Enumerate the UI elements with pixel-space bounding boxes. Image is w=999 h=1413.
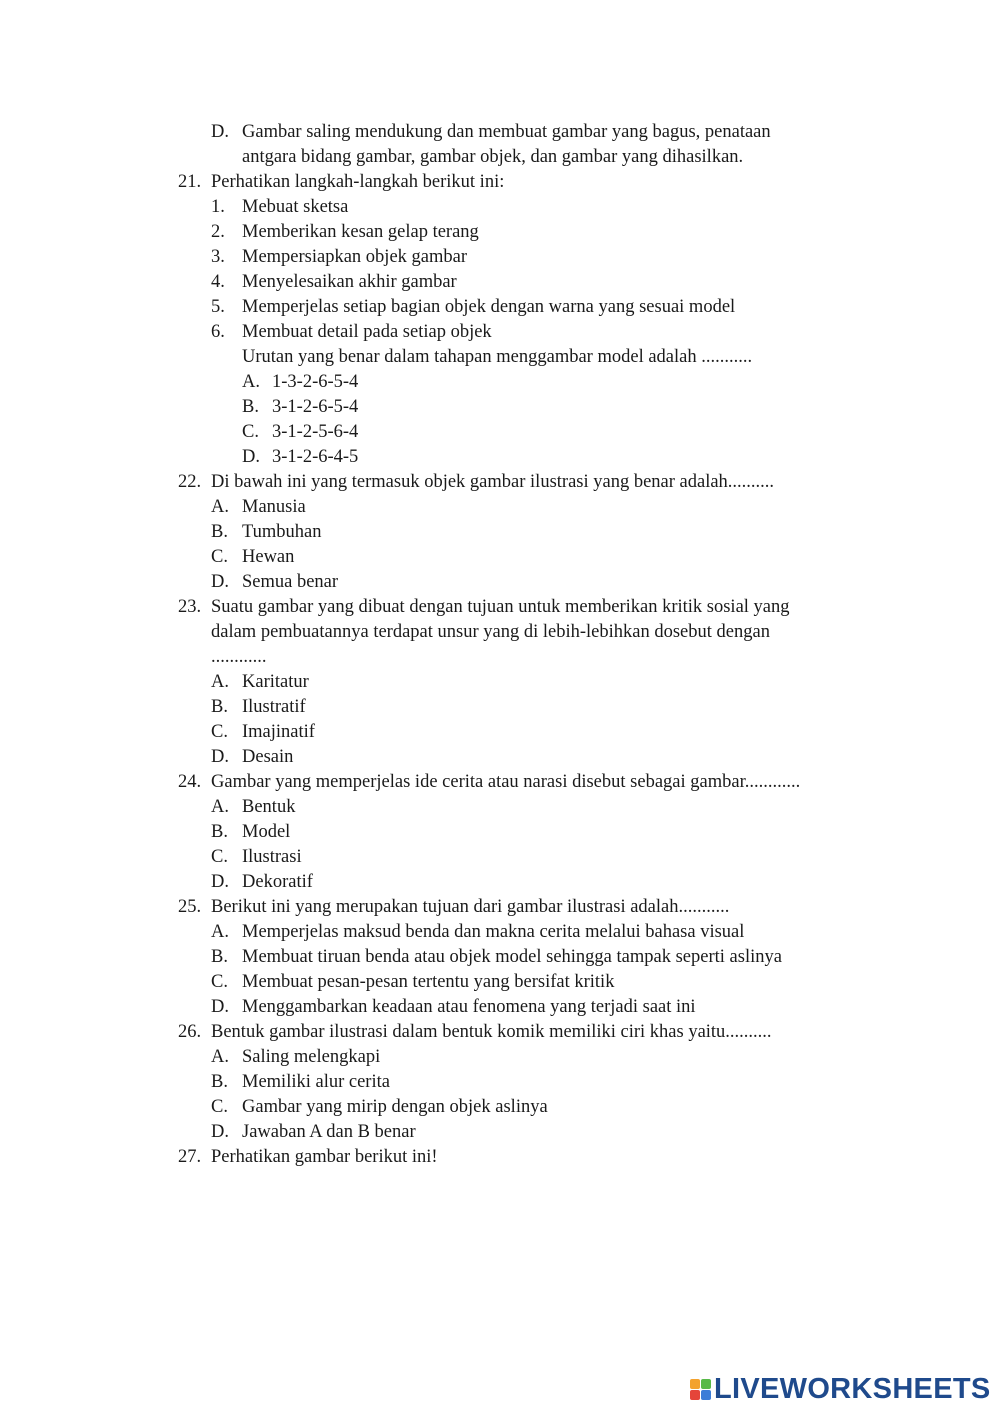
question-text: Berikut ini yang merupakan tujuan dari gambar ilustrasi adalah........... — [211, 897, 730, 917]
option-text: Memiliki alur cerita — [242, 1072, 390, 1092]
option-label: A. — [211, 497, 229, 517]
option-text: Karitatur — [242, 672, 309, 692]
q21-option-a[interactable] — [0, 370, 999, 395]
option-text: Desain — [242, 747, 294, 767]
option-text: Saling melengkapi — [242, 1047, 381, 1067]
q21-option-b[interactable] — [0, 395, 999, 420]
step-text: Menyelesaikan akhir gambar — [242, 272, 457, 292]
option-label: D. — [211, 572, 229, 592]
option-label: D. — [211, 747, 229, 767]
q20-option-d-continued — [0, 145, 999, 170]
q21-option-d[interactable] — [0, 445, 999, 470]
question-text: Perhatikan gambar berikut ini! — [211, 1147, 438, 1167]
question-23-continued — [0, 620, 999, 645]
question-number: 21. — [178, 172, 202, 192]
option-label: C. — [211, 722, 228, 742]
option-label: B. — [211, 697, 228, 717]
option-text: Manusia — [242, 497, 306, 517]
option-text: Dekoratif — [242, 872, 313, 892]
question-21 — [0, 170, 999, 195]
q23-option-b[interactable] — [0, 695, 999, 720]
question-26 — [0, 1020, 999, 1045]
option-text: Imajinatif — [242, 722, 315, 742]
question-number: 26. — [178, 1022, 202, 1042]
q21-option-c[interactable] — [0, 420, 999, 445]
question-number: 22. — [178, 472, 202, 492]
step-text: Membuat detail pada setiap objek — [242, 322, 492, 342]
option-label: B. — [211, 522, 228, 542]
option-text: Menggambarkan keadaan atau fenomena yang terjadi saat ini — [242, 997, 696, 1017]
option-text: Semua benar — [242, 572, 339, 592]
option-text: 3-1-2-6-4-5 — [272, 447, 359, 467]
option-text: Memperjelas maksud benda dan makna cerita melalui bahasa visual — [242, 922, 745, 942]
question-text-continued: ............ — [211, 647, 267, 667]
question-text: Bentuk gambar ilustrasi dalam bentuk komik memiliki ciri khas yaitu.......... — [211, 1022, 772, 1042]
option-label: A. — [242, 372, 260, 392]
question-text-continued: dalam pembuatannya terdapat unsur yang di lebih-lebihkan dosebut dengan — [211, 622, 770, 642]
option-text: Bentuk — [242, 797, 296, 817]
q21-step — [0, 295, 999, 320]
option-label: C. — [211, 1097, 228, 1117]
question-number: 24. — [178, 772, 202, 792]
step-text: Mebuat sketsa — [242, 197, 349, 217]
option-label: D. — [242, 447, 260, 467]
option-label: A. — [211, 797, 229, 817]
option-text: Jawaban A dan B benar — [242, 1122, 416, 1142]
step-number: 6. — [211, 322, 225, 342]
option-text: Gambar yang mirip dengan objek aslinya — [242, 1097, 548, 1117]
step-number: 3. — [211, 247, 225, 267]
option-label: B. — [242, 397, 259, 417]
option-label: B. — [211, 947, 228, 967]
logo-square — [701, 1390, 711, 1400]
option-label: A. — [211, 922, 229, 942]
option-label: D. — [211, 122, 229, 142]
option-label: B. — [211, 1072, 228, 1092]
q23-option-d[interactable] — [0, 745, 999, 770]
worksheet-page — [0, 120, 999, 1170]
q24-option-b[interactable] — [0, 820, 999, 845]
q21-step — [0, 195, 999, 220]
q22-option-a[interactable] — [0, 495, 999, 520]
q23-option-c[interactable] — [0, 720, 999, 745]
option-label: C. — [211, 847, 228, 867]
option-text: Gambar saling mendukung dan membuat gambar yang bagus, penataan — [242, 122, 771, 142]
logo-square — [690, 1379, 700, 1389]
option-text: Ilustrasi — [242, 847, 302, 867]
question-text: Perhatikan langkah-langkah berikut ini: — [211, 172, 505, 192]
option-text: Membuat tiruan benda atau objek model sehingga tampak seperti aslinya — [242, 947, 782, 967]
logo-squares-icon — [690, 1379, 711, 1400]
q22-option-c[interactable] — [0, 545, 999, 570]
q22-option-b[interactable] — [0, 520, 999, 545]
question-number: 27. — [178, 1147, 202, 1167]
option-label: A. — [211, 672, 229, 692]
question-23 — [0, 595, 999, 620]
option-text: Ilustratif — [242, 697, 306, 717]
step-text: Memperjelas setiap bagian objek dengan warna yang sesuai model — [242, 297, 736, 317]
q21-step — [0, 270, 999, 295]
q21-step — [0, 320, 999, 345]
q22-option-d[interactable] — [0, 570, 999, 595]
question-number: 23. — [178, 597, 202, 617]
question-22 — [0, 470, 999, 495]
step-number: 2. — [211, 222, 225, 242]
step-number: 4. — [211, 272, 225, 292]
q26-option-d[interactable] — [0, 1120, 999, 1145]
q21-step — [0, 220, 999, 245]
q25-option-d[interactable] — [0, 995, 999, 1020]
q21-step — [0, 245, 999, 270]
q26-option-c[interactable] — [0, 1095, 999, 1120]
option-text: Hewan — [242, 547, 295, 567]
logo-square — [690, 1390, 700, 1400]
option-text: Tumbuhan — [242, 522, 322, 542]
logo-square — [701, 1379, 711, 1389]
option-text-continued: antgara bidang gambar, gambar objek, dan gambar yang dihasilkan. — [242, 147, 744, 167]
option-label: C. — [242, 422, 259, 442]
option-text: 3-1-2-5-6-4 — [272, 422, 359, 442]
liveworksheets-logo[interactable] — [690, 1372, 991, 1406]
question-number: 25. — [178, 897, 202, 917]
q20-option-d — [0, 120, 999, 145]
q25-option-c[interactable] — [0, 970, 999, 995]
q26-option-b[interactable] — [0, 1070, 999, 1095]
q26-option-a[interactable] — [0, 1045, 999, 1070]
question-25 — [0, 895, 999, 920]
question-text: Suatu gambar yang dibuat dengan tujuan untuk memberikan kritik sosial yang — [211, 597, 790, 617]
option-text: 1-3-2-6-5-4 — [272, 372, 359, 392]
q25-option-b[interactable] — [0, 945, 999, 970]
question-text: Gambar yang memperjelas ide cerita atau narasi disebut sebagai gambar............ — [211, 772, 801, 792]
option-label: D. — [211, 1122, 229, 1142]
option-label: C. — [211, 547, 228, 567]
option-label: C. — [211, 972, 228, 992]
step-text: Memberikan kesan gelap terang — [242, 222, 479, 242]
question-text: Di bawah ini yang termasuk objek gambar ilustrasi yang benar adalah.......... — [211, 472, 775, 492]
question-23-continued — [0, 645, 999, 670]
option-text: 3-1-2-6-5-4 — [272, 397, 359, 417]
step-number: 1. — [211, 197, 225, 217]
q24-option-a[interactable] — [0, 795, 999, 820]
option-label: D. — [211, 872, 229, 892]
logo-text: LIVEWORKSHEETS — [714, 1372, 991, 1405]
q24-option-d[interactable] — [0, 870, 999, 895]
option-label: B. — [211, 822, 228, 842]
option-text: Membuat pesan-pesan tertentu yang bersifat kritik — [242, 972, 615, 992]
step-number: 5. — [211, 297, 225, 317]
q21-prompt — [0, 345, 999, 370]
question-prompt: Urutan yang benar dalam tahapan menggambar model adalah ........... — [242, 347, 753, 367]
q23-option-a[interactable] — [0, 670, 999, 695]
step-text: Mempersiapkan objek gambar — [242, 247, 468, 267]
q24-option-c[interactable] — [0, 845, 999, 870]
question-27 — [0, 1145, 999, 1170]
option-text: Model — [242, 822, 291, 842]
question-24 — [0, 770, 999, 795]
option-label: D. — [211, 997, 229, 1017]
option-label: A. — [211, 1047, 229, 1067]
q25-option-a[interactable] — [0, 920, 999, 945]
